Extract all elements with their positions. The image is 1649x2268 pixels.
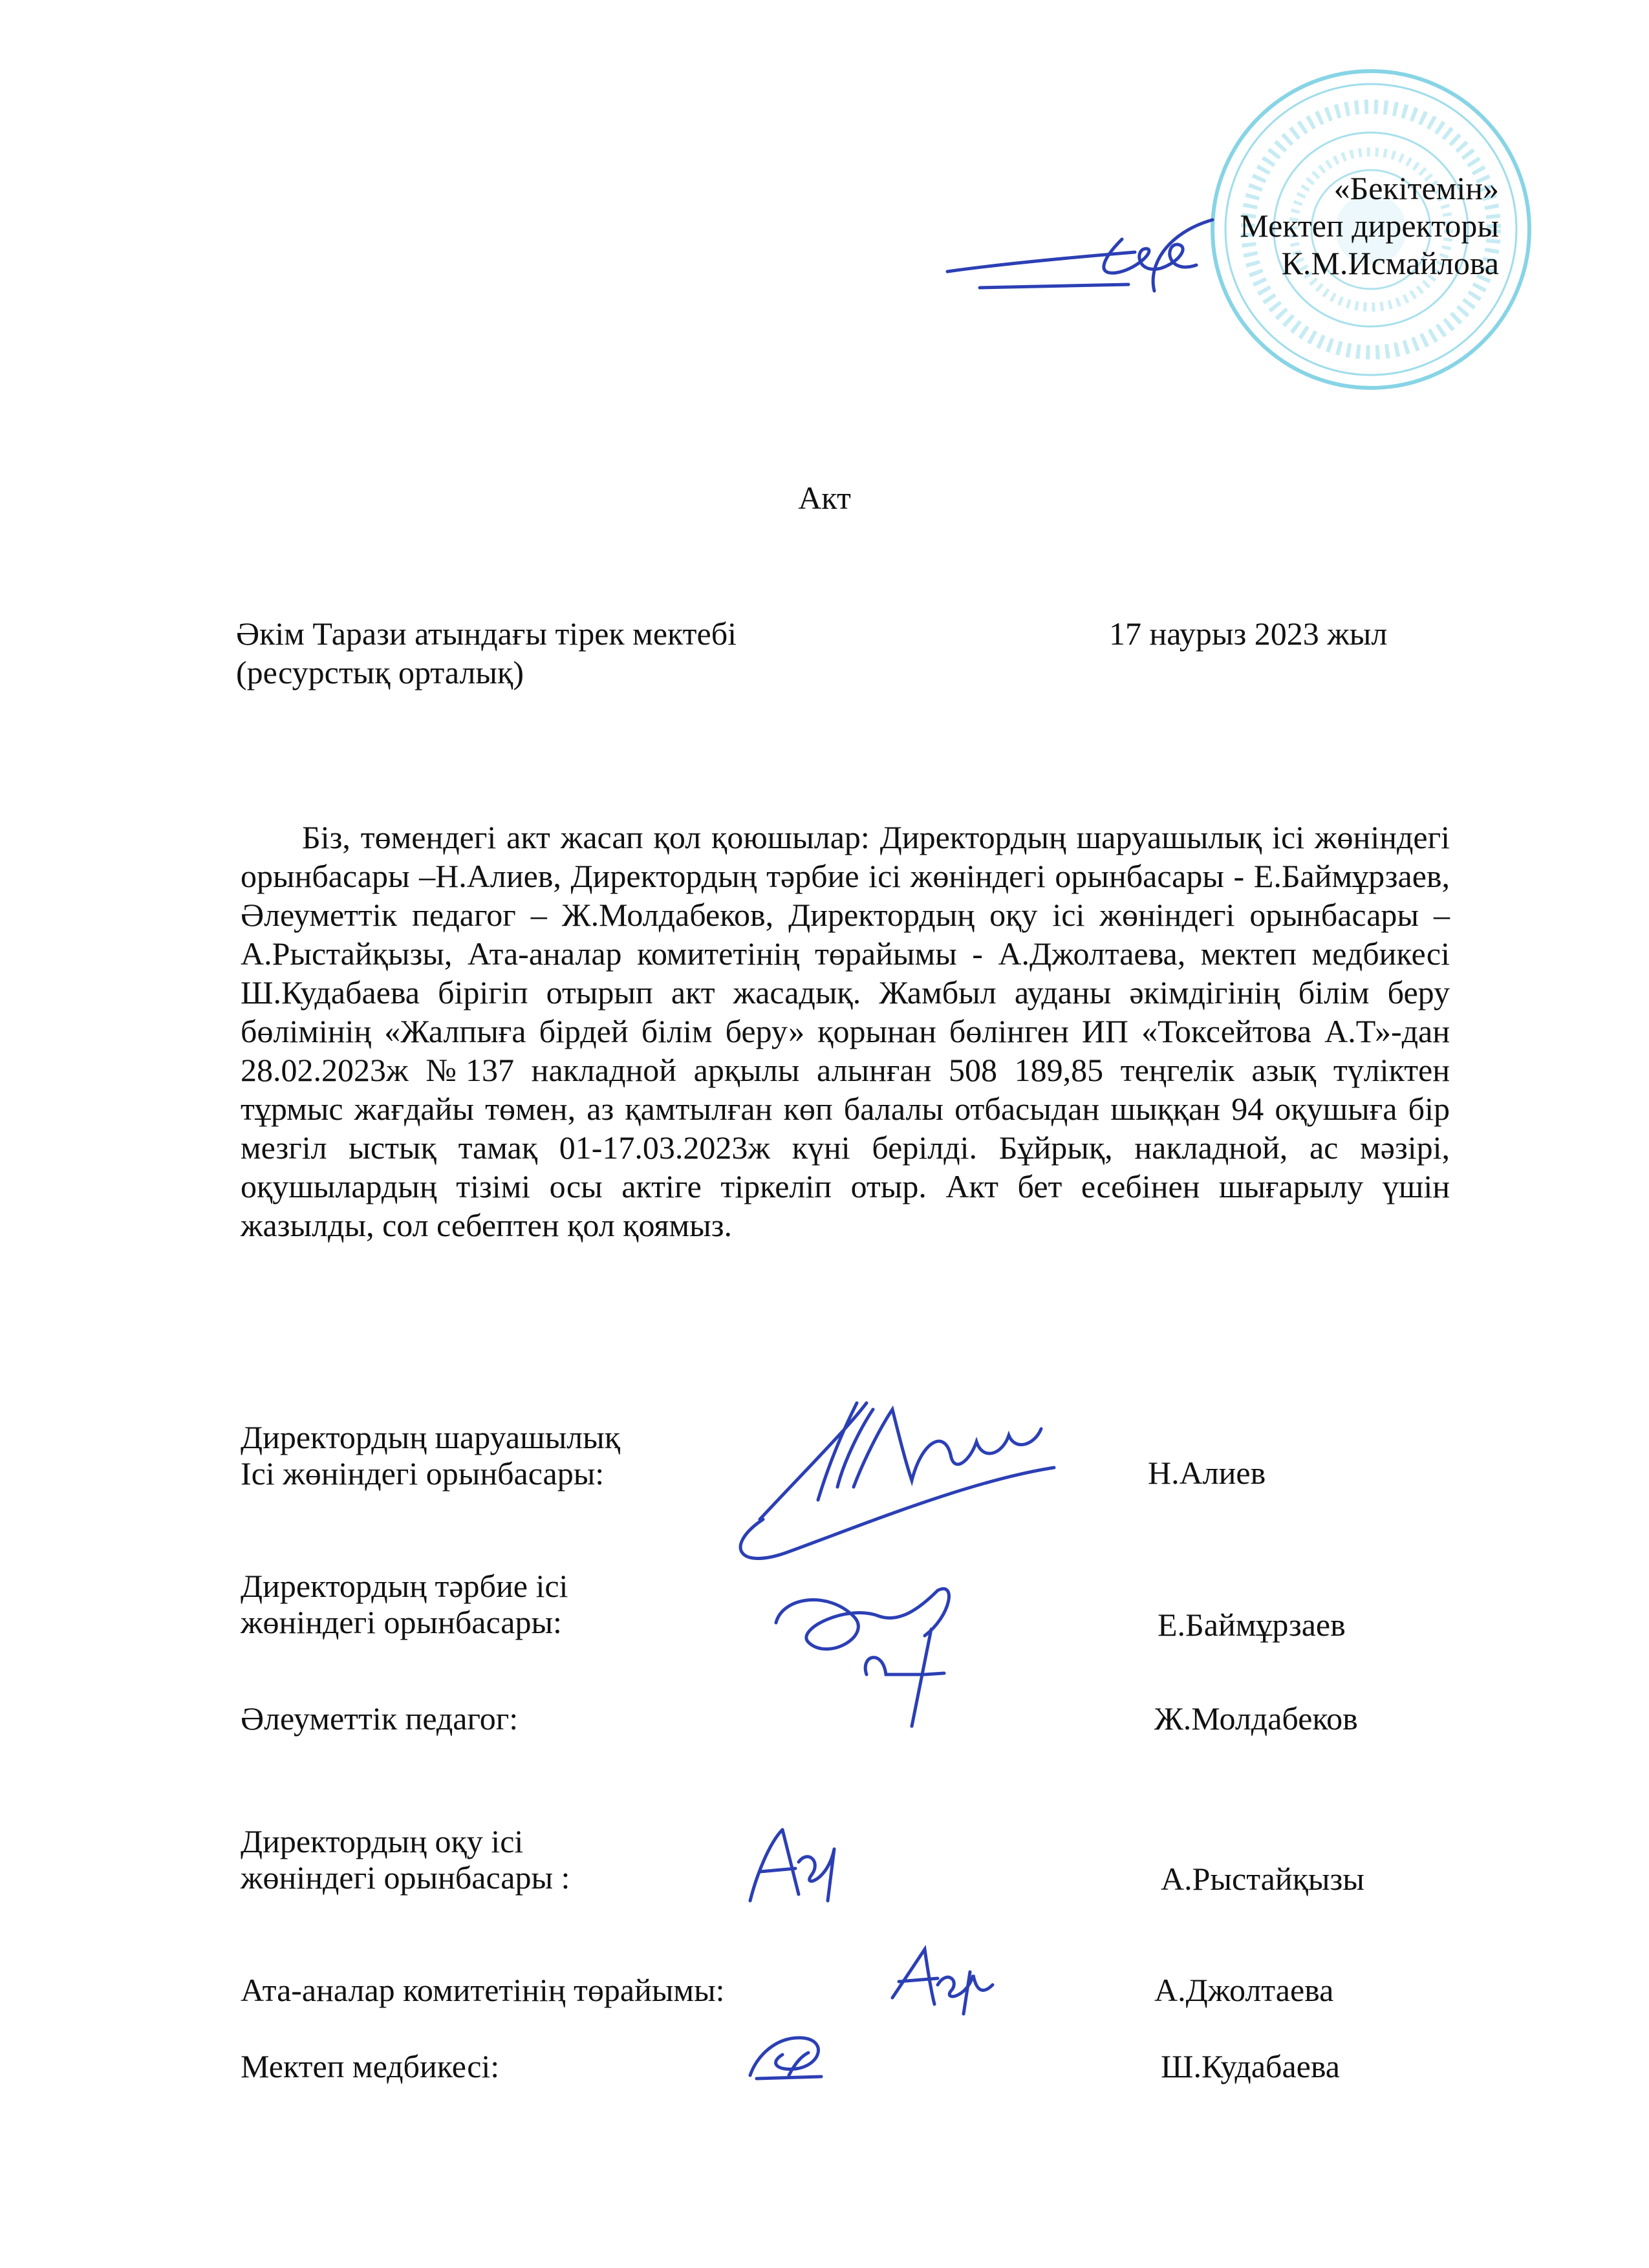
- signatory-title-2: Директордың тәрбие ісі жөніндегі орынбасары:: [241, 1568, 568, 1640]
- director-signature: [941, 213, 1251, 317]
- signatory-title-3: Әлеуметтік педагог:: [241, 1700, 519, 1737]
- signatory-name-2: Е.Баймұрзаев: [1158, 1607, 1346, 1643]
- approval-name: К.М.Исмайлова: [1281, 245, 1499, 281]
- signatory-name-5: А.Джолтаева: [1154, 1972, 1334, 2008]
- organization-subtitle: (ресурстық орталық): [236, 654, 524, 690]
- signature-rystaykyzy: [737, 1823, 847, 1907]
- signatory-title-6: Мектеп медбикесі:: [241, 2048, 500, 2084]
- signatory-name-4: А.Рыстайқызы: [1161, 1861, 1364, 1897]
- signatory-name-1: Н.Алиев: [1148, 1455, 1266, 1491]
- signature-joltaeva: [886, 1946, 996, 2017]
- signature-aliev: [698, 1390, 1061, 1584]
- signatory-title-1: Директордың шаруашылық Ісі жөніндегі орынбасары:: [241, 1419, 621, 1492]
- approval-position: Мектеп директоры: [1240, 208, 1499, 244]
- document-date: 17 наурыз 2023 жыл: [1109, 615, 1388, 652]
- organization: [236, 614, 737, 692]
- approval-heading: «Бекітемін»: [1333, 170, 1499, 206]
- approval-block: [1240, 169, 1499, 282]
- body-paragraph: Біз, төмендегі акт жасап қол қоюшылар: Директордың шаруашылық ісі жөніндегі орынбасары –Н.Алиев, Директордың тәрбие ісі жөніндегі орынбасары - Е.Баймұрзаев, Әлеуметтік педагог – Ж.Молдабеков, Директордың оқу ісі жөніндегі орынбасары – А.Рыстайқызы, Ата-аналар комитетінің төрайымы - А.Джолтаева, мектеп медбикесі Ш.Кудабаева бірігіп отырып акт жасадық. Жамбыл ауданы әкімдігінің білім беру бөлімінің «Жалпыға бірдей білім беру» қорынан бөлінген ИП «Токсейтова А.Т»-дан 28.02.2023ж №137 накладной арқылы алынған 508 189,85 теңгелік азық түліктен тұрмыс жағдайы төмен, аз қамтылған көп балалы отбасыдан шыққан 94 оқушыға бір мезгіл ыстық тамақ 01-17.03.2023ж күні берілді. Бұйрық, накладной, ас мәзірі, оқушылардың тізімі осы актіге тіркеліп отыр. Акт бет есебінен шығарылу үшін жазылды, сол себептен қол қоямыз.: [241, 819, 1450, 1243]
- body-text: [241, 818, 1450, 1245]
- signatory-name-6: Ш.Кудабаева: [1161, 2048, 1340, 2084]
- signature-baimurzaev: [776, 1589, 949, 1726]
- document-title: Акт: [798, 480, 851, 516]
- signatory-title-5: Ата-аналар комитетінің төрайымы:: [241, 1972, 725, 2008]
- signature-kudabaeva: [744, 2030, 834, 2082]
- organization-name: Әкім Тарази атындағы тірек мектебі: [236, 615, 737, 652]
- signatory-name-3: Ж.Молдабеков: [1154, 1700, 1358, 1737]
- signatory-title-4: Директордың оқу ісі жөніндегі орынбасары :: [241, 1823, 570, 1896]
